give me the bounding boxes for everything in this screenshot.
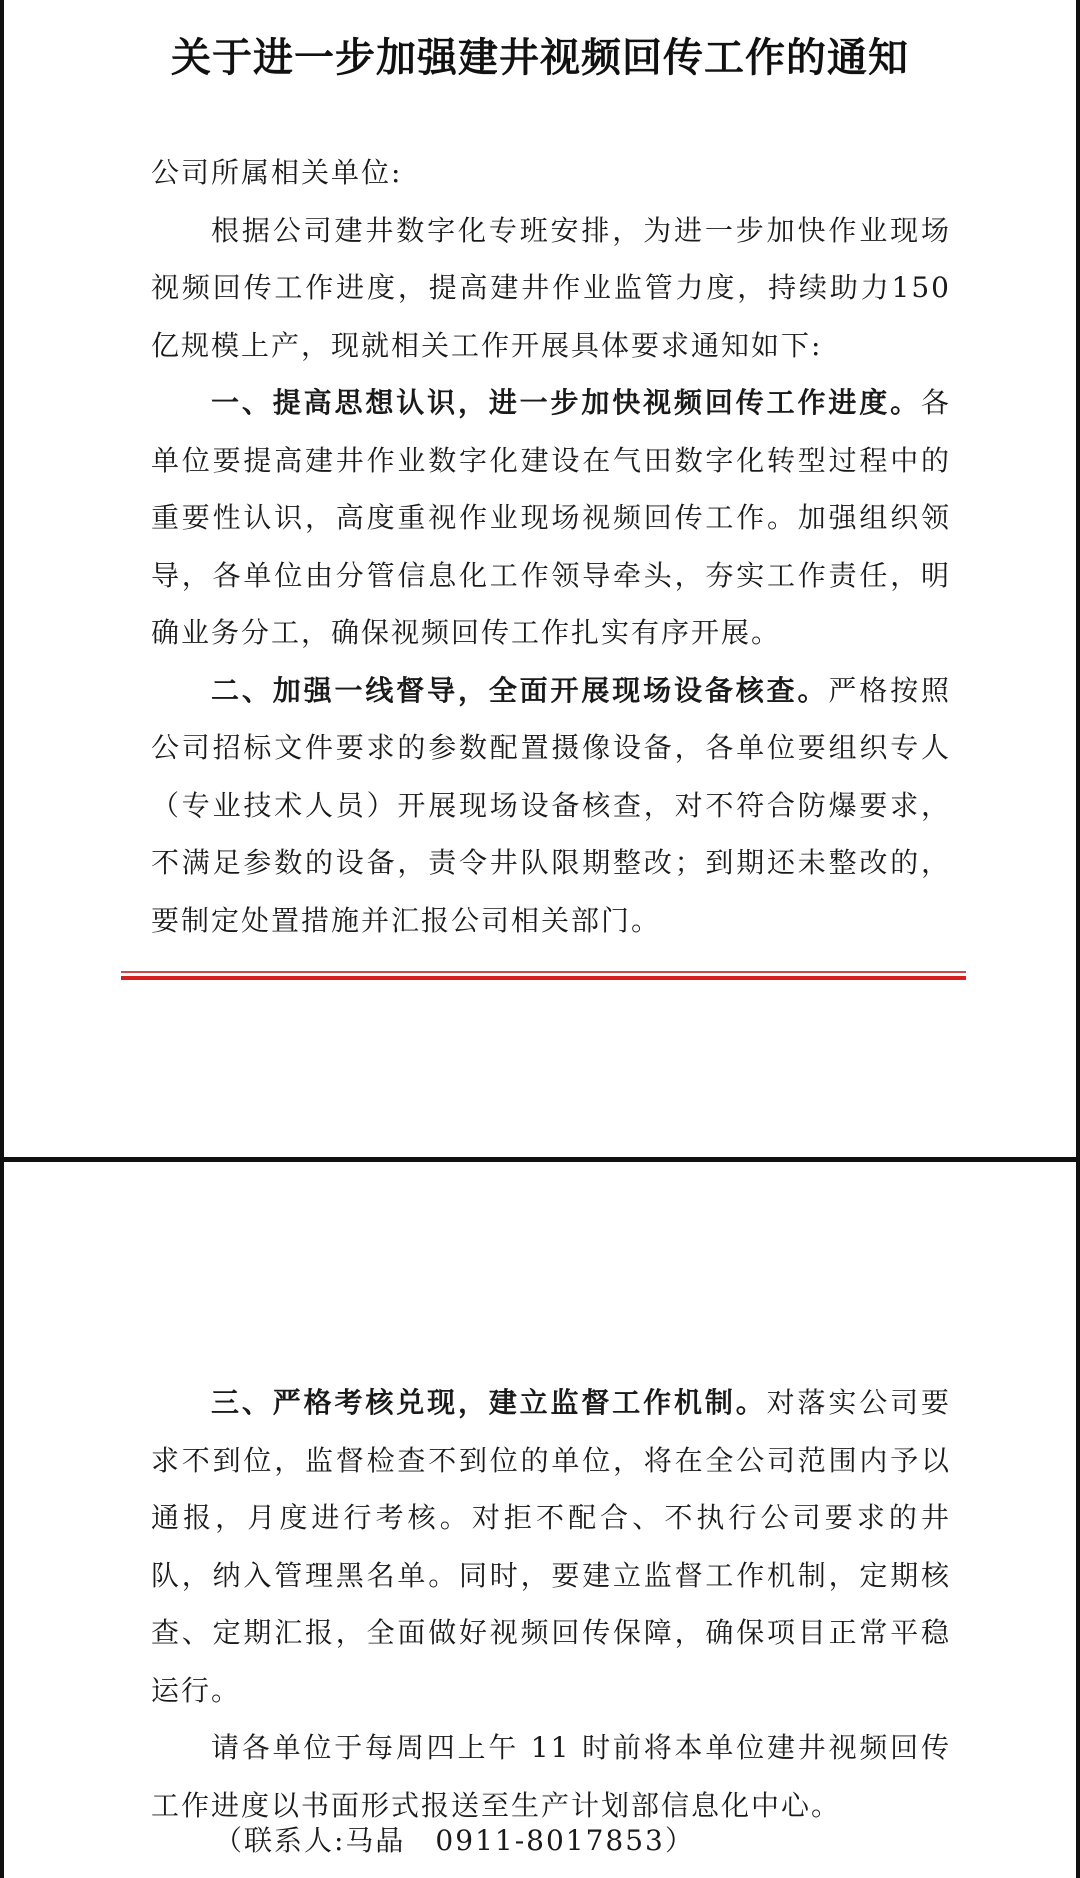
page-2-body — [151, 1374, 951, 1834]
page-1-body — [151, 144, 951, 949]
intro-paragraph: 根据公司建井数字化专班安排，为进一步加快作业现场视频回传工作进度，提高建井作业监管力度，持续助力150亿规模上产，现就相关工作开展具体要求通知如下: — [151, 213, 951, 362]
closing-paragraph: 请各单位于每周四上午 11 时前将本单位建井视频回传工作进度以书面形式报送至生产计划部信息化中心。 — [151, 1731, 951, 1822]
contact-line: （联系人:马晶 0911-8017853） — [214, 1824, 695, 1857]
salutation: 公司所属相关单位: — [151, 156, 403, 189]
section-1-heading: 一、提高思想认识，进一步加快视频回传工作进度。 — [211, 386, 921, 419]
section-3 — [151, 1374, 951, 1719]
section-2 — [151, 662, 951, 950]
section-1-body: 各单位要提高建井作业数字化建设在气田数字化转型过程中的重要性认识，高度重视作业现场视频回传工作。加强组织领导，各单位由分管信息化工作领导牵头，夯实工作责任，明确业务分工，确保视频回传工作扎实有序开展。 — [151, 386, 951, 649]
section-2-heading: 二、加强一线督导，全面开展现场设备核查。 — [211, 673, 829, 707]
red-divider-thick-line — [121, 976, 966, 980]
section-2-body: 严格按照公司招标文件要求的参数配置摄像设备，各单位要组织专人（专业技术人员）开展现场设备核查，对不符合防爆要求，不满足参数的设备，责令井队限期整改；到期还未整改的，要制定处置措施并汇报公司相关部门。 — [151, 673, 951, 937]
red-divider — [121, 971, 966, 981]
red-divider-thin-line — [121, 971, 966, 973]
section-3-heading: 三、严格考核兑现，建立监督工作机制。 — [211, 1386, 767, 1419]
document-page-2 — [0, 1157, 1080, 1878]
document-title: 关于进一步加强建井视频回传工作的通知 — [171, 34, 909, 81]
section-3-body: 对落实公司要求不到位，监督检查不到位的单位，将在全公司范围内予以通报，月度进行考核。对拒不配合、不执行公司要求的井队，纳入管理黑名单。同时，要建立监督工作机制，定期核查、定期汇报，全面做好视频回传保障，确保项目正常平稳运行。 — [151, 1386, 951, 1707]
section-1 — [151, 374, 951, 662]
